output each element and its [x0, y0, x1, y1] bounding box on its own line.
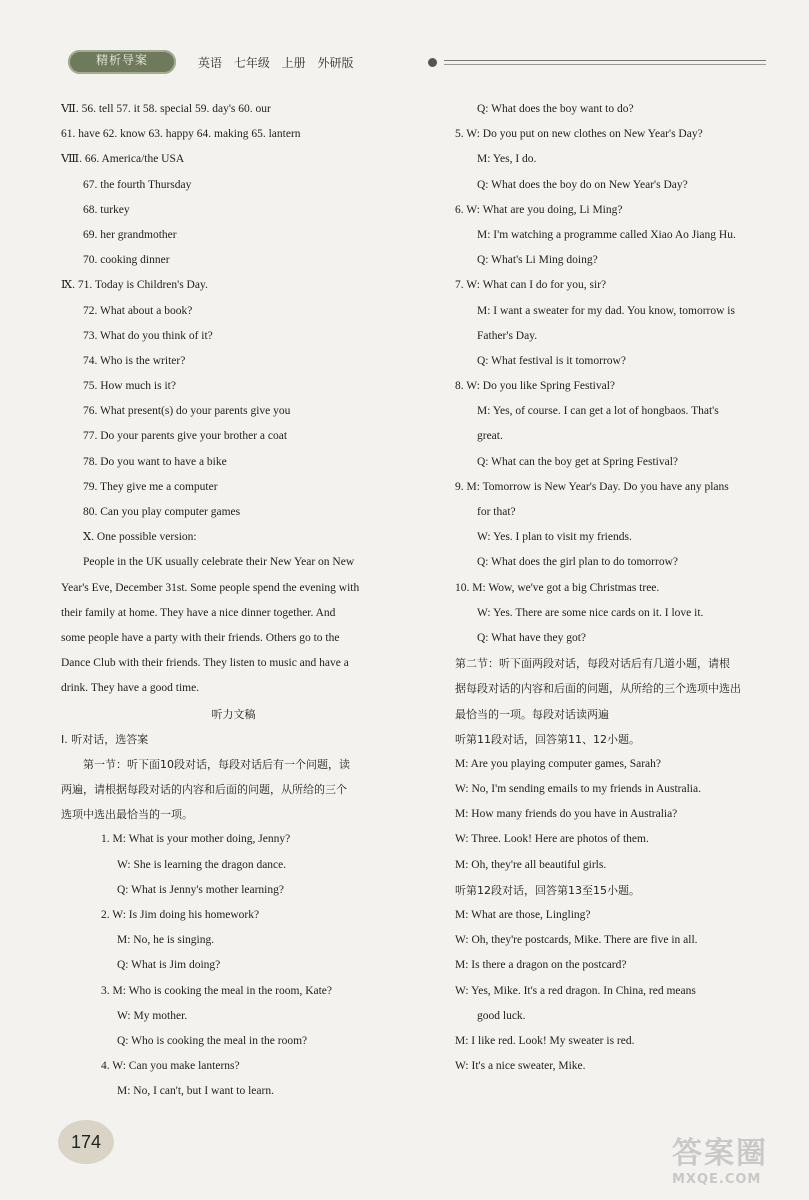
instruction-line: 选项中选出最恰当的一项。: [61, 808, 193, 822]
instruction-line: 第一节：听下面10段对话，每段对话后有一个问题，读: [83, 757, 350, 771]
dialogue-line: 8. W: Do you like Spring Festival?: [455, 380, 616, 393]
dialogue-line: M: Are you playing computer games, Sarah?: [455, 757, 661, 770]
header-rule: [444, 60, 766, 61]
dialogue-line: M: Yes, I do.: [477, 153, 537, 166]
answer-line: 70. cooking dinner: [83, 254, 170, 267]
right-column: [455, 97, 770, 1079]
left-column: [61, 97, 406, 1105]
dialogue-line: M: No, I can't, but I want to learn.: [117, 1085, 274, 1098]
dialogue-line: Q: What does the boy do on New Year's Day?: [477, 178, 688, 191]
dialogue-line: 1. M: What is your mother doing, Jenny?: [101, 833, 291, 846]
essay-line: People in the UK usually celebrate their New Year on New: [83, 556, 355, 569]
dialogue-line: great.: [477, 430, 503, 443]
book-info: 英语 七年级 上册 外研版: [198, 56, 354, 70]
page-header: [68, 48, 768, 78]
dialogue-line: Q: What can the boy get at Spring Festival?: [477, 455, 678, 468]
dialogue-line: M: Oh, they're all beautiful girls.: [455, 858, 607, 871]
dialogue-line: W: No, I'm sending emails to my friends in Australia.: [455, 783, 701, 796]
answer-line: Ⅶ. 56. tell 57. it 58. special 59. day's 60. our: [61, 103, 271, 115]
essay-line: some people have a party with their friends. Others go to the: [61, 631, 340, 644]
watermark-title: 答案圈: [672, 1136, 768, 1171]
page-number-badge: [58, 1120, 114, 1164]
dialogue-line: W: Three. Look! Here are photos of them.: [455, 833, 649, 846]
dialogue-line: Q: Who is cooking the meal in the room?: [117, 1034, 308, 1047]
instruction-line: 听第11段对话，回答第11、12小题。: [455, 732, 640, 746]
dialogue-line: 10. M: Wow, we've got a big Christmas tree.: [455, 581, 660, 594]
dialogue-line: 3. M: Who is cooking the meal in the room, Kate?: [101, 984, 333, 997]
essay-line: Dance Club with their friends. They listen to music and have a: [61, 657, 349, 670]
dialogue-line: 5. W: Do you put on new clothes on New Year's Day?: [455, 128, 703, 141]
dialogue-line: 9. M: Tomorrow is New Year's Day. Do you have any plans: [455, 480, 729, 493]
answer-line: 61. have 62. know 63. happy 64. making 65. lantern: [61, 128, 301, 141]
dialogue-line: 4. W: Can you make lanterns?: [101, 1060, 240, 1073]
essay-line: their family at home. They have a nice dinner together. And: [61, 606, 336, 619]
answer-line: 68. turkey: [83, 203, 130, 216]
instruction-line: 第二节：听下面两段对话，每段对话后有几道小题，请根: [455, 657, 730, 671]
dialogue-line: Q: What does the girl plan to do tomorrow?: [477, 556, 678, 569]
dialogue-line: M: How many friends do you have in Australia?: [455, 808, 678, 821]
dialogue-line: W: She is learning the dragon dance.: [117, 858, 287, 871]
dialogue-line: 2. W: Is Jim doing his homework?: [101, 909, 260, 921]
answer-line: Ⅷ. 66. America/the USA: [61, 153, 185, 166]
dialogue-line: Q: What festival is it tomorrow?: [477, 354, 626, 367]
section-heading: 听力文稿: [211, 707, 256, 721]
dialogue-line: W: Yes, Mike. It's a red dragon. In China, red means: [455, 984, 696, 997]
dialogue-line: Q: What is Jenny's mother learning?: [117, 883, 284, 896]
dialogue-line: for that?: [477, 506, 516, 518]
watermark-url: MXQE.COM: [672, 1172, 762, 1187]
dialogue-line: Q: What does the boy want to do?: [477, 103, 634, 115]
header-rule-secondary: [444, 64, 766, 65]
series-badge-label: 精析导案: [95, 53, 148, 67]
dialogue-line: M: I'm watching a programme called Xiao Ao Jiang Hu.: [477, 228, 736, 241]
dialogue-line: W: Oh, they're postcards, Mike. There are five in all.: [455, 934, 698, 947]
instruction-line: 据每段对话的内容和后面的问题，从所给的三个选项中选出: [455, 682, 741, 696]
header-dot-ornament: [428, 58, 437, 67]
answer-line: 74. Who is the writer?: [83, 354, 186, 367]
answer-line: 78. Do you want to have a bike: [83, 455, 227, 468]
dialogue-line: M: Is there a dragon on the postcard?: [455, 959, 627, 972]
dialogue-line: M: What are those, Lingling?: [455, 909, 591, 921]
essay-line: drink. They have a good time.: [61, 682, 200, 695]
dialogue-line: 7. W: What can I do for you, sir?: [455, 279, 607, 292]
dialogue-line: W: Yes. I plan to visit my friends.: [477, 531, 632, 544]
answer-line: 73. What do you think of it?: [83, 329, 213, 342]
dialogue-line: W: Yes. There are some nice cards on it. I love it.: [477, 606, 704, 619]
answer-line: 75. How much is it?: [83, 380, 176, 393]
dialogue-line: M: I like red. Look! My sweater is red.: [455, 1034, 635, 1047]
answer-line: 67. the fourth Thursday: [83, 178, 192, 191]
answer-line: 69. her grandmother: [83, 228, 177, 241]
answer-line: 72. What about a book?: [83, 304, 193, 317]
answer-line: 79. They give me a computer: [83, 480, 218, 493]
instruction-line: 两遍，请根据每段对话的内容和后面的问题，从所给的三个: [61, 783, 347, 797]
essay-line: Year's Eve, December 31st. Some people spend the evening with: [61, 581, 360, 594]
dialogue-line: M: No, he is singing.: [117, 934, 215, 947]
watermark-logo: [672, 1128, 802, 1188]
instruction-line: 听第12段对话，回答第13至15小题。: [455, 883, 640, 897]
page-number: 174: [70, 1132, 102, 1152]
dialogue-line: M: Yes, of course. I can get a lot of hongbaos. That's: [477, 405, 719, 418]
dialogue-line: M: I want a sweater for my dad. You know, tomorrow is: [477, 304, 735, 317]
answer-line: Ⅹ. One possible version:: [83, 531, 197, 544]
dialogue-line: Q: What's Li Ming doing?: [477, 254, 598, 267]
answer-line: Ⅸ. 71. Today is Children's Day.: [61, 279, 208, 292]
answer-line: 76. What present(s) do your parents give you: [83, 405, 291, 418]
dialogue-line: Q: What have they got?: [477, 631, 587, 644]
instruction-line: 最恰当的一项。每段对话读两遍: [455, 707, 609, 721]
dialogue-line: 6. W: What are you doing, Li Ming?: [455, 203, 623, 216]
dialogue-line: Q: What is Jim doing?: [117, 959, 221, 972]
section-subheading: Ⅰ. 听对话，选答案: [61, 732, 149, 746]
answer-line: 77. Do your parents give your brother a coat: [83, 430, 288, 443]
answer-line: 80. Can you play computer games: [83, 506, 241, 518]
dialogue-line: W: It's a nice sweater, Mike.: [455, 1060, 586, 1073]
dialogue-line: good luck.: [477, 1009, 526, 1022]
dialogue-line: Father's Day.: [477, 329, 538, 342]
dialogue-line: W: My mother.: [117, 1009, 188, 1022]
